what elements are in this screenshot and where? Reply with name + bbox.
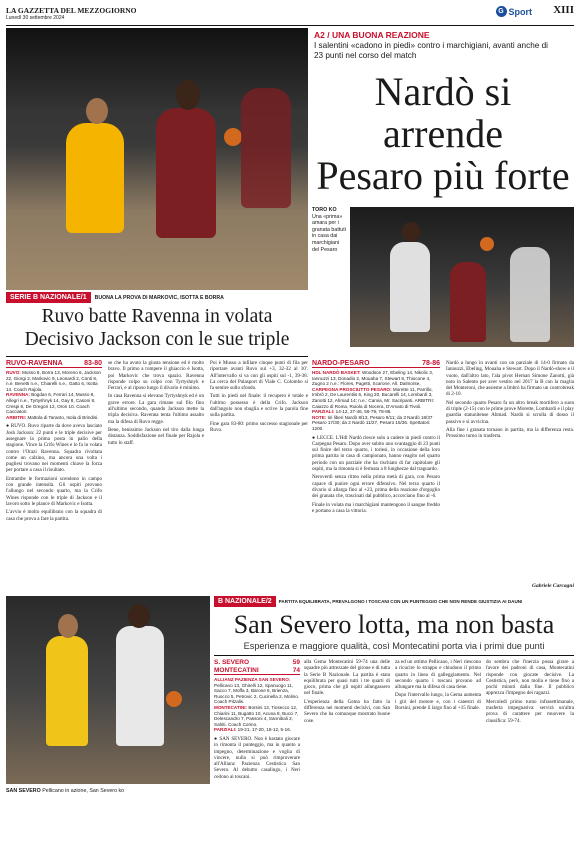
photo-nardo-action xyxy=(350,207,574,347)
story1-box-row: HDL NARDÒ BASKET: Woodson 27, Ebeling 14, Nikolic 3, Iannuzzi 13, Donadio 2, Mouaha 7, Stewart 8, Thiocone 4, Zugno 2 n.e.: Flores, Pagetti, Scarone. All. Dalmonte. xyxy=(312,370,434,387)
story2-col2: se che ha avuto la giusta tensione ed è molto bravo. Il primo a rompere il ghiaccio è Isotta, poi Markovic che trova spazio. Ravenna risponde colpo su colpo con Tyrtyshnyk e Ferrari, e al riposo lungo il divario è minimo. In casa Ravenna si elevano Tyrtyshnyk ed è un grave errore. La gara rimane sul filo fino all'ultimo secondo, quando Jackson mette la tripla decisiva. Ravenna tenta l'ultimo assalto ma la difesa di Ruvo regge. Bene, benissimo Jackson nel tiro dalla lunga distanza. Soddisfazione nel finale per Rajola e tutto lo staff. xyxy=(108,360,204,446)
story3-subhead: Esperienza e maggiore qualità, così Montecatini porta via i primi due punti xyxy=(243,641,545,651)
story2-box-row: ARBITRI: Mattola di Taranto, Isola di Brindisi. xyxy=(6,414,99,420)
caption-text: Una «prima» amara per i granata battuti in casa dai marchigiani del Pesaro xyxy=(312,213,346,253)
story1-box-row: PARZIALI: 14-12, 27-46, 56-79, 78-86. xyxy=(312,409,392,415)
story2-headline-line2: Decisivo Jackson con le sue triple xyxy=(24,329,290,350)
story2-score: 83-80 xyxy=(84,360,102,367)
story3-body-col1: ● SAN SEVERO. Non è bastato giocare in rimonta il punteggio, ma in quanto a impegno, determinazione e voglia di vincere, nulla si può rimproverare all'Allianz Pazienza Cestistica San Severo. Al debutto casalingo, i Neri cedono ai toscani. xyxy=(214,735,300,780)
page-number: XIII xyxy=(553,4,574,16)
story2-section-label: SERIE B NAZIONALE/1 xyxy=(6,292,91,303)
story1-caption xyxy=(312,207,346,253)
story3-section-label: B NAZIONALE/2 xyxy=(214,596,276,607)
story1-boxscore xyxy=(312,370,440,432)
story1-scoreline xyxy=(312,360,440,368)
masthead xyxy=(6,4,574,26)
story1-col1 xyxy=(312,360,440,592)
story1-box-row: NOTE: tiri liberi Nardò 8/13, Pesaro 9/11; da 3 Nardò 18/37 Pesaro 17/30; da 2 Nardò 11/27, Pesaro 15/36. Spettatori: 1200. xyxy=(312,414,433,431)
story2-bar-sub: BUONA LA PROVA DI MARKOVIC, ISOTTA E BORRA xyxy=(94,294,224,301)
caption-title: TORO KO xyxy=(312,207,337,213)
gazzetta-logo-icon: G xyxy=(496,6,507,17)
story1-col2 xyxy=(446,360,574,592)
story3-bar-sub: PARTITA EQUILIBRATA, PREVALGONO I TOSCANI CON UN PUNTEGGIO CHE NON RENDE GIUSTIZIA AI DAUNI xyxy=(278,599,523,604)
story3-caption-text: Pellicano in azione, San Severo ko xyxy=(42,788,125,794)
story1-headline-line2: Pesaro più forte xyxy=(316,153,570,198)
story3-box-row: PARZIALI: 19-21, 17-20, 18-12, 5-16. xyxy=(214,727,292,733)
story1-summary: I salentini «cadono in piedi» contro i marchigiani, avanti anche di 23 punti nel corso del match xyxy=(314,41,548,60)
story3-caption xyxy=(6,788,210,794)
story3-scoreline: S. SEVERO 59 MONTECATINI 74 xyxy=(214,659,300,674)
story2-bar xyxy=(6,292,308,303)
story1-body-col1: ● LECCE. L'Hdl Nardò riesce solo a cadere in piedi contro il Carpegna Pesaro. Dopo aver subito uno svantaggio di 23 punti sul finire del terzo quarto, i toriesi, in occasione della loro prima partita in casa di campionato, hanno reagito nel quarto periodo con un parziale che ha rischiato di far capitolare gli ospiti, ma la rimonta si è fermata a 8 lunghezze dal traguardo. Neroverdi senza ritmo nella prima metà di gara, con Pesaro capace di punire ogni errore difensivo. Nel terzo quarto il divario si allarga fino al +23, prima della reazione d'orgoglio dei granata che, trascinati dal pubblico, accorciano fino al -6. Finale in volata ma i marchigiani mantengono il sangue freddo e portano a casa la vittoria. xyxy=(312,434,440,514)
issue-date: Lunedì 30 settembre 2024 xyxy=(6,15,65,21)
story3-caption-title: SAN SEVERO xyxy=(6,788,41,794)
story2-teams: RUVO-RAVENNA xyxy=(6,360,63,367)
story2-scoreline xyxy=(6,360,102,368)
story2-box-row: RUVO: Musso 8, Borra 13, Moreno 6, Jackson 22, Giorgi 2, Markovic 9, Leonardi 2, Conti 8, n.e. Benetti n.e., Chiarelli n.e., Gatto 6, Isotta 14. Coach Rajola. xyxy=(6,370,101,392)
story2-col3: Poi è Musso a infilare cinque punti di fila per riportare avanti Ruvo sul +3, 32-32 al 10'. All'intervallo si va con gli ospiti sul -1, 39-38. La cerca del Palasport di Viale C. Colombo si fa sentire sullo sfondo. Tutti in piedi nel finale: il recupero è totale e l'ultimo possesso è della Crifo. Jackson dall'angolo non sbaglia e scrive la parola fine sulla partita. Fine gara 83-80: primo successo stagionale per Ruvo. xyxy=(210,360,308,433)
story1-byline: Gabriele Carcagni xyxy=(531,583,574,589)
story3-col4: do sembra che l'inerzia possa girare a favore dei padroni di casa, Montecatini risponde con giocate decisive. La Cestistica, però, non molla e tiene fino a pochi minuti dalla fine. Il pubblico apprezza l'impegno dei ragazzi. Mercoledì primo turno infrasettimanale, trasferta impegnativa: servirà un'altra prova di carattere per muovere la classifica: 59-74. xyxy=(486,659,574,724)
paper-name: LA GAZZETTA DEL MEZZOGIORNO xyxy=(6,6,137,15)
story1-box-row: CARPEGNA PROSCIUTTO PESARO: Morette 11, Parrillo, Imbrò 2, De Laurentiis 6, King 20, Bucarelli 14, Lombardi 3, Zanotti 12, Ahmad 14; n.e.: Camia, Mr. Sacripanti. ARBITRI: Caiazzo di Roma, Ruiola di Nocera, D'Amato di Tivoli. xyxy=(312,386,435,409)
story3-bar xyxy=(214,596,574,607)
section-badge xyxy=(496,6,533,17)
story1-kicker: A2 / UNA BUONA REAZIONE xyxy=(314,30,430,40)
story1-header xyxy=(312,30,574,197)
story1-body-col2: Nardò a lungo in avanti con un parziale di 14-0 firmato da Iannuzzi, Ebeling, Mouaha e Stewart. Dopo il Nardò-show e il vuoto, dall'altro lato, l'ala pivot Hernan Simone Zanotti, già noto in Salento per aver vestito nel 2017 la B con la maglia del Monteroni, che assieme a Imbrò ha firmato un controbreak di 2-10. Nel secondo quarto Pesaro fa un altro break mortifero a suon di triple (2-15) con le prime prove Morette, Lombardi e il play guardia statunitense Ahmad. Nardò si scrolla di dosso il passivo e si avvicina. Alla fine i granata tornano in partita, ma la differenza resta. Prossimo turno in trasferta. xyxy=(446,360,574,440)
story1-headline-line1: Nardò si arrende xyxy=(374,69,512,156)
story3-headline: San Severo lotta, ma non basta xyxy=(233,610,555,639)
story3-col2: alla Gema Montecatini 59-74 una delle squadre più attrezzate del girone e di tutta la Serie B Nazionale. La partita è stata equilibrata per quasi tutti i tre quarti di gioco, prima che gli ospiti allungassero nel finale. L'esperienza della Gema ha fatto la differenza nei momenti decisivi, con San Severo che ha comunque mostrato buone cose. xyxy=(304,659,390,724)
story3-boxscore xyxy=(214,677,300,733)
story3-box-row: MONTECATINI: Borsini 13, Tiosecco 12, Chiarini 11, Bugatto 10, Acuna 8, Bucci 7, Delescandro 7, Passoni 4, Sannibali 2, Sahiti. Coach Corino. xyxy=(214,704,299,727)
story2-body-col1: ● RUVO. Ruvo riparte da dove aveva lasciato Josh Jackson: 22 punti e le triple decisive per assegnare la prima posta in palio della stagione. Vince la Crifo Wines e lo fa in volata contro l'Orazi Ravenna. Squadra rivoltata come un calzino, ma ancora una volta i pugliesi trovano nei momenti chiave la forza per portare a casa il risultato. Entrambe le formazioni scendono in campo con grande intensità. Gli ospiti provano l'allungo nel secondo quarto, ma la Crifo Wines risponde con le triple di Jackson e il lavoro sotto le plance di Markovic e Isotta. L'avvio è molto equilibrato con la squadra di casa che prova a fare la partita. xyxy=(6,423,102,522)
section-name: Sport xyxy=(508,6,532,17)
story1-teams: NARDÒ-PESARO xyxy=(312,360,370,367)
story2-headline-line1: Ruvo batte Ravenna in volata xyxy=(41,306,273,327)
story3-col1 xyxy=(214,659,300,839)
photo-nardo-pesaro xyxy=(6,28,308,290)
story1-score: 78-86 xyxy=(422,360,440,367)
photo-san-severo xyxy=(6,596,210,784)
story2-boxscore xyxy=(6,370,102,420)
story3-col3: za ed un ottimo Pellicano, i Neri riescono a ricucire lo strappo e chiudono il primo quarto in linea di galleggiamento. Nel secondo quarto i toscani provano ad allungare ma la difesa di casa tiene. Dopo l'intervallo lungo, la Gema aumenta i giri del motore e, con i canestri di Borsini, prende il largo fino al +15 finale. xyxy=(395,659,481,712)
story2-headline xyxy=(6,305,308,351)
story2-box-row: RAVENNA: Bogdan 6, Ferrari 14, Musso 8, Allegri n.e., Tyrtyshnyk 14, Gay 8, Casoni 8, Crespi 8, De Gregori 12, Oron 10. Coach Cacciatori. xyxy=(6,392,96,415)
story1-headline xyxy=(312,71,574,197)
story3-box-row: ALLIANZ PAZIENZA SAN SEVERO: Pellicano 13, Ghirelli 12, Spanuogo 11, Sacco 7, Moffa 3, Barone 6, Brienza, Ruocco 5, Petrovic 2, Cucinella 2, Molino. Coach Pitzalis. xyxy=(214,677,300,705)
story2-col1 xyxy=(6,360,102,590)
